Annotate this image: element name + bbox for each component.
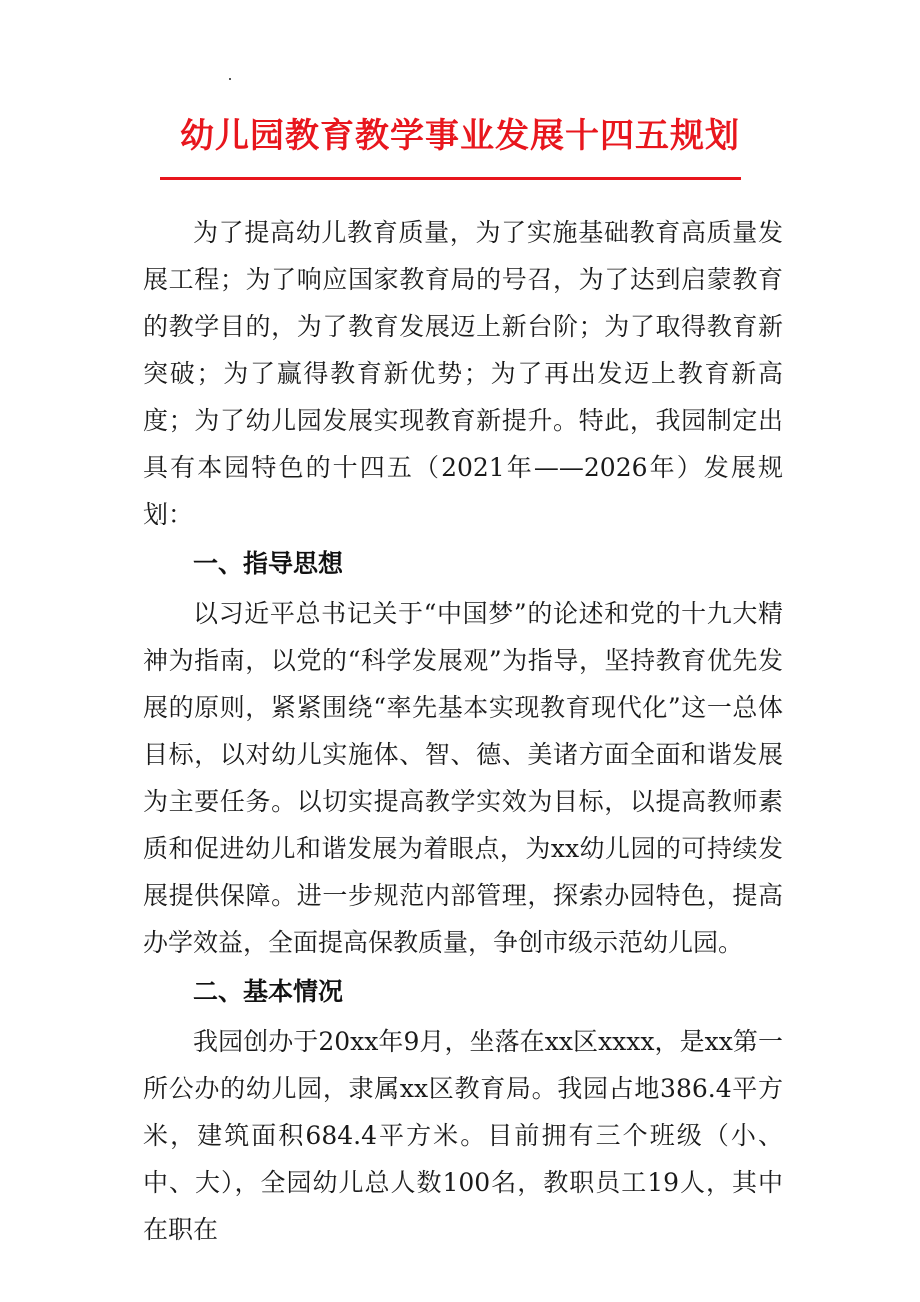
title-underline	[160, 177, 741, 180]
document-title: 幼儿园教育教学事业发展十四五规划	[180, 116, 740, 156]
stray-mark	[229, 78, 231, 80]
document-body	[143, 209, 783, 1253]
section-heading-basic-situation: 二、基本情况	[193, 977, 344, 1006]
section-paragraph-basic-situation: 我园创办于20xx年9月，坐落在xx区xxxx，是xx第一所公办的幼儿园，隶属xx区教育局。我园占地386.4平方米，建筑面积684.4平方米。目前拥有三个班级（小、中、大），全园幼儿总人数100名，教职员工19人，其中在职在	[143, 1027, 783, 1244]
intro-paragraph: 为了提高幼儿教育质量，为了实施基础教育高质量发展工程；为了响应国家教育局的号召，为了达到启蒙教育的教学目的，为了教育发展迈上新台阶；为了取得教育新突破；为了赢得教育新优势；为了再出发迈上教育新高度；为了幼儿园发展实现教育新提升。特此，我园制定出具有本园特色的十四五（2021年——2026年）发展规划：	[143, 218, 783, 529]
section-heading-guiding-ideology: 一、指导思想	[193, 549, 344, 578]
section-paragraph-guiding-ideology: 以习近平总书记关于“中国梦”的论述和党的十九大精神为指南，以党的“科学发展观”为指导，坚持教育优先发展的原则，紧紧围绕“率先基本实现教育现代化”这一总体目标，以对幼儿实施体、智、德、美诸方面全面和谐发展为主要任务。以切实提高教学实效为目标，以提高教师素质和促进幼儿和谐发展为着眼点，为xx幼儿园的可持续发展提供保障。进一步规范内部管理，探索办园特色，提高办学效益，全面提高保教质量，争创市级示范幼儿园。	[143, 599, 783, 957]
